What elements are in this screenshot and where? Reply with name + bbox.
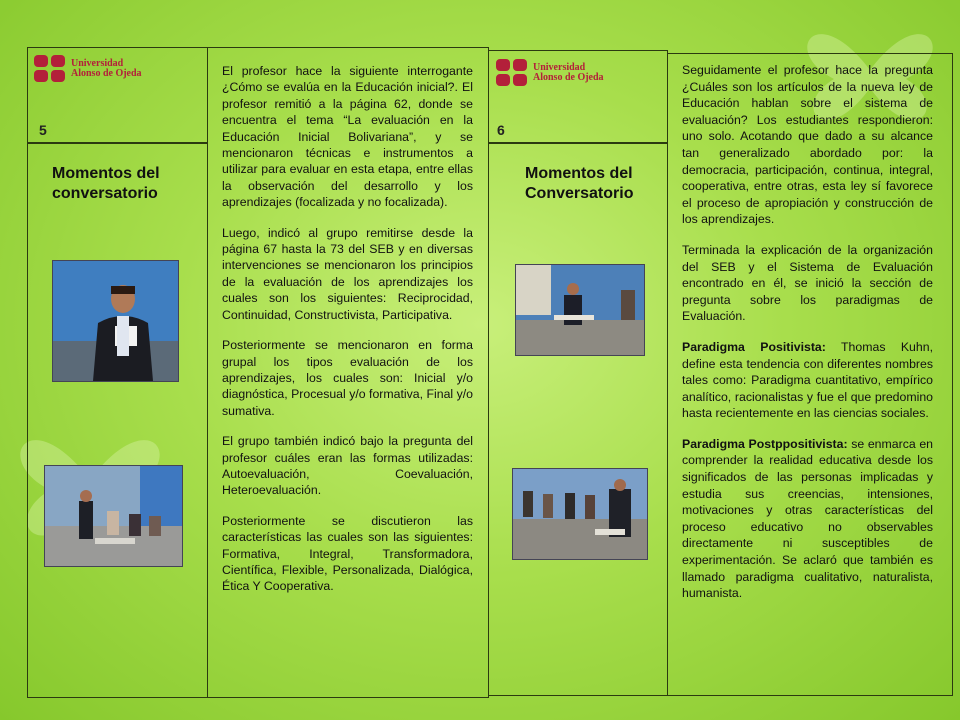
paradigm-label: Paradigma Positivista: xyxy=(682,339,826,354)
paradigm-text: se enmarca en comprender la realidad educativa desde los significados de las personas implicadas y estudia sus creencias, intensiones, motivaciones y otras características del proceso educativo no observables directamente ni susceptibles de experimentación. Se aclaró que también es llamado paradigma cualitativo, naturalista, humanista. xyxy=(682,436,933,601)
heading-line-2: conversatorio xyxy=(52,185,158,202)
paragraph: Seguidamente el profesor hace la pregunta ¿Cuáles son los artículos de la nueva ley de Educación hablan sobre el sistema de evaluación? Los estudiantes respondieron: uno solo. Acotando que dado a su alcance tan generalizado abordado por: la democracia, participación, continua, integral, cooperativa, entre otras, esta ley sí favorece el proceso de apropiación y construcción de los aprendizajes. xyxy=(682,63,933,227)
paradigm-label: Paradigma Postppositivista: xyxy=(682,436,848,451)
panel-left-body xyxy=(27,143,208,698)
university-logo xyxy=(33,53,142,85)
paradigm-text: Thomas Kuhn, define esta tendencia con diferentes nombres tales como: Paradigma cuantitativo, empírico analítico, racionalistas y fue el que predomino hasta recientemente en las ciencias sociales. xyxy=(682,339,933,421)
heading-line-1: Momentos del xyxy=(525,165,633,182)
university-logo xyxy=(495,57,604,89)
paragraph xyxy=(682,436,933,602)
university-name xyxy=(533,63,604,83)
photo-lecture xyxy=(515,264,645,356)
university-logo-icon xyxy=(33,53,67,85)
paragraph xyxy=(682,339,933,422)
text-right-body xyxy=(682,62,933,616)
heading-line-1: Momentos del xyxy=(52,165,160,182)
university-line-2: Alonso de Ojeda xyxy=(533,72,604,83)
university-line-1: Universidad xyxy=(71,58,124,69)
section-heading xyxy=(52,164,160,204)
paragraph: Luego, indicó al grupo remitirse desde la página 67 hasta la 73 del SEB y en diversas intervenciones se mencionaron los principios de la evaluación de los aprendizajes los cuales son los siguientes: Reciprocidad, Continuidad, Constructivista, Participativa. xyxy=(222,225,473,322)
page-number: 6 xyxy=(497,122,505,138)
page-number: 5 xyxy=(39,122,47,138)
paragraph: Terminada la explicación de la organización del SEB y el Sistema de Evaluación encontrado en él, se inició la sección de pregunta sobre los paradigmas de Evaluación. xyxy=(682,242,933,324)
photo-students xyxy=(512,468,648,560)
university-line-1: Universidad xyxy=(533,62,586,73)
text-left-body xyxy=(222,63,473,609)
paragraph: El grupo también indicó bajo la pregunta del profesor cuáles eran las formas utilizadas: Autoevaluación, Coevaluación, Heteroevaluación. xyxy=(222,434,473,498)
panel-right-body xyxy=(488,143,668,696)
photo-classroom xyxy=(44,465,183,567)
photo-speaker xyxy=(52,260,179,382)
paragraph: Posteriormente se discutieron las características las cuales son las siguientes: Formativa, Integral, Transformadora, Científica, Flexible, Personalizada, Dialógica, Ética Y Cooperativa. xyxy=(222,513,473,594)
paragraph: Posteriormente se mencionaron en forma grupal los tipos evaluación de los aprendizajes, los cuales son: Inicial y/o diagnóstica, Procesual y/o formativa, Final y/o sumativa. xyxy=(222,338,473,418)
university-line-2: Alonso de Ojeda xyxy=(71,68,142,79)
paragraph: El profesor hace la siguiente interrogante ¿Cómo se evalúa en la Educación inicial?. El profesor remitió a la página 62, donde se encuentra el tema “La evaluación en la Educación Inicial Bolivariana”, y se mencionaron técnicas e instrumentos a utilizar para evaluar en esta etapa, entre ellas la observación del desarrollo y los aprendizajes (focalizada y no focalizada). xyxy=(222,64,473,210)
university-name xyxy=(71,59,142,79)
university-logo-icon xyxy=(495,57,529,89)
section-heading xyxy=(525,164,633,204)
heading-line-2: Conversatorio xyxy=(525,185,634,202)
